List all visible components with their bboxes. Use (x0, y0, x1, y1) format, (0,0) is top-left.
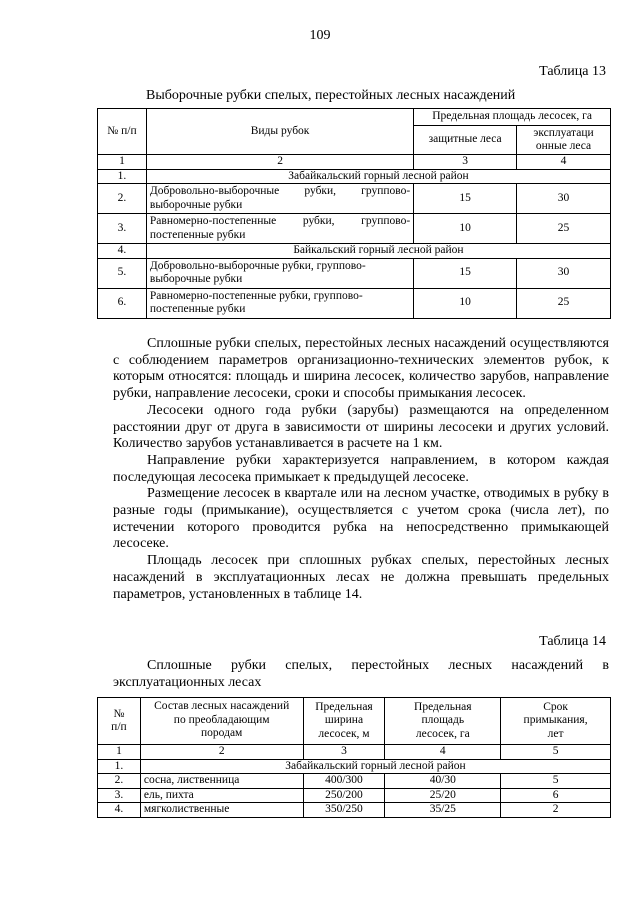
row-term: 5 (501, 774, 611, 789)
header-term-line1: Срок (543, 700, 568, 713)
body-text (113, 336, 609, 603)
table-row (98, 184, 611, 214)
table-13-title: Выборочные рубки спелых, перестойных лесных насаждений (146, 88, 516, 103)
row-protective: 10 (414, 288, 517, 318)
table-row (98, 258, 611, 288)
header-exploitation-line1: эксплуатаци (533, 126, 594, 139)
header-width-line1: Предельная (315, 700, 373, 713)
header-term (501, 698, 611, 745)
table-13-label: Таблица 13 (539, 64, 606, 79)
paragraph: Лесосеки одного года рубки (зарубы) размещаются на определенном расстоянии друг от друга в зависимости от ширины лесосеки и других условий. Количество зарубов устанавливается в расчете на 1 км. (113, 402, 609, 452)
header-composition-line2: по преобладающим (173, 713, 270, 726)
row-num: 4. (98, 244, 147, 259)
header-num-line2: п/п (111, 721, 127, 733)
header-num: № п/п (98, 109, 147, 155)
table-14-header-row (98, 698, 611, 745)
row-kind-line1: Добровольно-выборочные рубки, группово- (149, 185, 411, 197)
row-kind-line2: выборочные рубки (149, 198, 243, 211)
header-composition-line1: Состав лесных насаждений (154, 700, 290, 712)
row-num: 3. (98, 214, 147, 244)
header-area (385, 698, 501, 745)
row-composition: мягколиственные (140, 803, 303, 818)
table-row (98, 774, 611, 789)
column-numbers-row (98, 155, 611, 170)
col-number: 2 (140, 745, 303, 760)
row-kind (146, 258, 413, 288)
header-term-line3: лет (547, 727, 564, 740)
paragraph: Сплошные рубки спелых, перестойных лесных насаждений осуществляются с соблюдением параметров организационно-технических элементов рубок, к которым относятся: площадь и ширина лесосек, количество зарубов, направление рубки, направление лесосеки, сроки и способы примыкания лесосек. (113, 336, 609, 402)
row-num: 3. (98, 788, 141, 803)
row-kind (146, 184, 413, 214)
paragraph: Площадь лесосек при сплошных рубках спелых, перестойных лесных насаждений в эксплуатационных лесах не должна превышать предельных параметров, установленных в таблице 14. (113, 553, 609, 602)
row-num: 4. (98, 803, 141, 818)
header-area-line2: площадь (421, 714, 465, 727)
row-num: 2. (98, 774, 141, 789)
header-protective: защитные леса (414, 126, 517, 155)
header-composition-line3: породам (201, 727, 243, 739)
table-14-title-line1: Сплошные рубки спелых, перестойных лесных насаждений в (147, 658, 609, 673)
row-kind-line2: постепенные рубки (149, 228, 246, 241)
row-width: 400/300 (303, 774, 385, 789)
col-number: 1 (98, 155, 147, 170)
header-kind: Виды рубок (146, 109, 413, 155)
row-width: 350/250 (303, 803, 385, 818)
row-kind-line1: Добровольно-выборочные рубки, группово- (149, 259, 366, 272)
table-row (98, 788, 611, 803)
col-number: 3 (414, 155, 517, 170)
row-term: 6 (501, 788, 611, 803)
col-number: 3 (303, 745, 385, 760)
header-area-line3: лесосек, га (415, 727, 470, 740)
paragraph: Размещение лесосек в квартале или на лесном участке, отводимых в рубку в разные годы (примыкание), осуществляется с учетом срока (числа лет), по истечении которого проводится рубка на непосредственно примыкающей лесосеке. (113, 486, 609, 552)
header-num-line1: № (113, 707, 125, 720)
row-area: 40/30 (385, 774, 501, 789)
row-exploitation: 25 (517, 288, 611, 318)
row-composition: сосна, лиственница (140, 774, 303, 789)
row-protective: 10 (414, 214, 517, 244)
row-kind (146, 214, 413, 244)
table-row (98, 288, 611, 318)
col-number: 5 (501, 745, 611, 760)
header-width (303, 698, 385, 745)
row-exploitation: 30 (517, 258, 611, 288)
header-term-line2: примыкания, (523, 714, 588, 727)
table-14-label: Таблица 14 (539, 634, 606, 649)
row-num: 1. (98, 759, 141, 774)
row-num: 5. (98, 258, 147, 288)
region-row (98, 244, 611, 259)
row-kind-line1: Равномерно-постепенные рубки, группово- (149, 215, 411, 227)
region-name: Байкальский горный лесной район (146, 244, 610, 259)
paragraph: Направление рубки характеризуется направлением, в котором каждая последующая лесосека примыкает к предыдущей лесосеке. (113, 452, 609, 485)
header-exploitation-line2: онные леса (535, 140, 592, 152)
header-composition (140, 698, 303, 745)
region-name: Забайкальский горный лесной район (140, 759, 610, 774)
row-num: 1. (98, 169, 147, 184)
row-width: 250/200 (303, 788, 385, 803)
row-composition: ель, пихта (140, 788, 303, 803)
row-area: 35/25 (385, 803, 501, 818)
row-kind-line2: выборочные рубки (149, 273, 243, 285)
table-14 (97, 697, 611, 818)
col-number: 4 (385, 745, 501, 760)
header-area-line1: Предельная (414, 700, 472, 713)
row-protective: 15 (414, 184, 517, 214)
column-numbers-row (98, 745, 611, 760)
row-protective: 15 (414, 258, 517, 288)
table-14-title (113, 657, 609, 691)
row-exploitation: 25 (517, 214, 611, 244)
region-row (98, 759, 611, 774)
table-row (98, 214, 611, 244)
region-row (98, 169, 611, 184)
region-name: Забайкальский горный лесной район (146, 169, 610, 184)
row-exploitation: 30 (517, 184, 611, 214)
row-term: 2 (501, 803, 611, 818)
col-number: 2 (146, 155, 413, 170)
row-kind (146, 288, 413, 318)
table-14-title-line2: эксплуатационных лесах (113, 675, 262, 690)
page-number: 109 (309, 28, 331, 43)
header-exploitation (517, 126, 611, 155)
header-width-line3: лесосек, м (318, 727, 370, 740)
row-kind-line2: постепенные рубки (149, 303, 246, 315)
col-number: 1 (98, 745, 141, 760)
header-width-line2: ширина (324, 714, 364, 727)
row-kind-line1: Равномерно-постепенные рубки, группово- (149, 289, 363, 302)
table-13 (97, 108, 611, 319)
header-area-group: Предельная площадь лесосек, га (414, 109, 611, 126)
col-number: 4 (517, 155, 611, 170)
row-num: 6. (98, 288, 147, 318)
row-num: 2. (98, 184, 147, 214)
header-num (98, 698, 141, 745)
row-area: 25/20 (385, 788, 501, 803)
table-row (98, 803, 611, 818)
